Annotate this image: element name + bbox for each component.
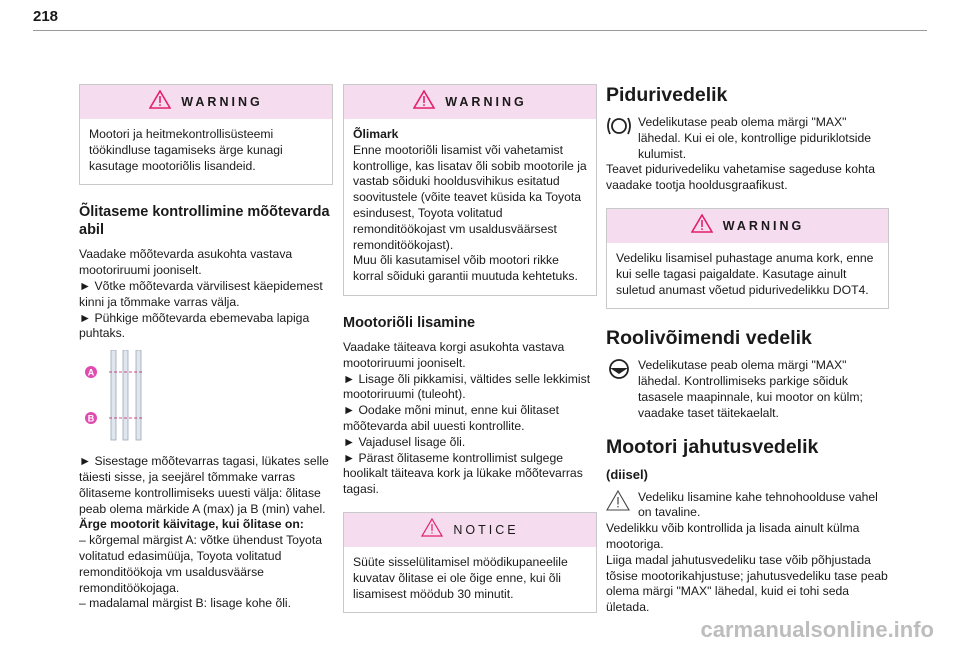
paragraph-bold: Ärge mootorit käivitage, kui õlitase on: xyxy=(79,517,304,532)
subheading: (diisel) xyxy=(606,466,648,482)
warning-icon xyxy=(691,214,713,238)
warning-icon xyxy=(149,90,171,114)
paragraph: – kõrgemal märgist A: võtke ühendust Toyota volitatud edasimüüja, Toyota volitatud remonditöökoja vm usaldusväärse remonditöökojaga. xyxy=(79,533,322,595)
marker-a-label: A xyxy=(87,367,95,378)
warning-text: Muu õli kasutamisel võib mootori rikke korral sõiduki garantii muutuda kehtetuks. xyxy=(353,253,578,284)
warning-header xyxy=(80,85,332,119)
section-heading: Roolivõimendi vedelik xyxy=(606,327,812,350)
warning-subtitle: Õlimark xyxy=(353,127,399,141)
paragraph: ► Oodake mõni minut, enne kui õlitaset mõõtevarda abil uuesti kontrollite. xyxy=(343,403,559,433)
brake-fluid-icon xyxy=(606,115,632,137)
section-heading: Mootoriõli lisamine xyxy=(343,314,476,331)
warning-title: WARNING xyxy=(445,95,527,109)
paragraph: ► Pühkige mõõtevarda ebemevaba lapiga puhtaks. xyxy=(79,310,310,341)
paragraph: ► Pärast õlitaseme kontrollimist sulgege hoolikalt täiteava kork ja lükake mõõtevarras tagasi. xyxy=(343,450,583,497)
paragraph: ► Võtke mõõtevarda värvilisest käepidemest kinni ja tõmmake varras välja. xyxy=(79,278,323,309)
page-number: 218 xyxy=(33,8,59,25)
paragraph: ► Vajadusel lisage õli. xyxy=(343,434,466,449)
column-3 xyxy=(606,84,889,616)
warning-text: Vedeliku lisamisel puhastage anuma kork, enne kui selle tagasi paigaldate. Kasutage ainult suletud anumast võetud pidurivedelikku DOT4. xyxy=(616,250,874,297)
paragraph: ► Sisestage mõõtevarras tagasi, lükates selle täiesti sisse, ja seejärel tõmmake varras õlitaseme kontrollimiseks uuesti välja: õlitase peab olema märkide A (max) ja B (min) vahel. xyxy=(79,454,329,516)
warning-icon xyxy=(413,90,435,114)
warning-title: WARNING xyxy=(722,218,805,233)
warning-box xyxy=(79,84,333,185)
notice-box xyxy=(343,512,597,613)
notice-header xyxy=(344,513,596,547)
caution-icon xyxy=(606,490,632,511)
paragraph: Vaadake täiteava korgi asukohta vastava mootoriruumi jooniselt. xyxy=(343,339,565,370)
paragraph: – madalamal märgist B: lisage kohe õli. xyxy=(79,596,292,611)
steering-icon xyxy=(606,358,632,380)
paragraph: Teavet pidurivedeliku vahetamise sageduse kohta vaadake tootja hooldusgraafikust. xyxy=(606,162,875,193)
warning-title: WARNING xyxy=(181,95,263,109)
paragraph: Vaadake mõõtevarda asukohta vastava mootoriruumi jooniselt. xyxy=(79,247,293,278)
warning-header xyxy=(344,85,596,119)
column-2 xyxy=(343,84,597,631)
warning-box xyxy=(343,84,597,296)
warning-header xyxy=(607,209,888,243)
paragraph: Vedelikku võib kontrollida ja lisada ainult külma mootoriga. xyxy=(606,521,860,551)
notice-title: NOTICE xyxy=(453,522,519,537)
section-heading: Pidurivedelik xyxy=(606,84,728,106)
warning-box xyxy=(606,208,889,309)
header-rule xyxy=(33,30,927,31)
notice-icon xyxy=(421,518,443,542)
footer-watermark: carmanualsonline.info xyxy=(700,617,934,642)
paragraph: Liiga madal jahutusvedeliku tase võib põhjustada tõsise mootorikahjustuse; jahutusvedeliku tase peab olema märgi "MAX" lähedal, kuid ei tohi seda ületada. xyxy=(606,552,888,615)
dipstick-illustration xyxy=(79,350,333,446)
paragraph: ► Lisage õli pikkamisi, vältides selle lekkimist mootoriruumi (tuleoht). xyxy=(343,371,591,402)
warning-text: Mootori ja heitmekontrollisüsteemi töökindluse tagamiseks ärge kunagi kasutage mootoriõlis lisandeid. xyxy=(89,127,283,173)
marker-b-label: B xyxy=(87,413,95,424)
section-heading: Õlitaseme kontrollimine mõõtevarda abil xyxy=(79,204,330,239)
notice-text: Süüte sisselülitamisel möödikupaneelile kuvatav õlitase ei ole õige enne, kui õli lisamisest möödub 30 minutit. xyxy=(353,554,568,601)
warning-text: Enne mootoriõli lisamist või vahetamist kontrollige, kas lisatav õli sobib mootorile ja vastab sõiduki hooldusvihikus esitatud soovitustele (võite teavet küsida ka Toyota esindusest, Toyota volitatud remonditöökojast vm usaldusväärsest remonditöökojast). xyxy=(353,142,587,252)
section-heading: Mootori jahutusvedelik xyxy=(606,435,819,458)
column-1 xyxy=(79,84,333,612)
paragraph: Vedelikutase peab olema märgi "MAX" lähedal. Kontrollimiseks parkige sõiduk tasasele maapinnale, kui mootor on külm; vaadake taset täitekaelalt. xyxy=(638,358,863,420)
paragraph: Vedeliku lisamine kahe tehnohoolduse vahel on tavaline. xyxy=(638,489,878,520)
paragraph: Vedelikutase peab olema märgi "MAX" lähedal. Kui ei ole, kontrollige piduriklotside kulumist. xyxy=(638,115,872,161)
